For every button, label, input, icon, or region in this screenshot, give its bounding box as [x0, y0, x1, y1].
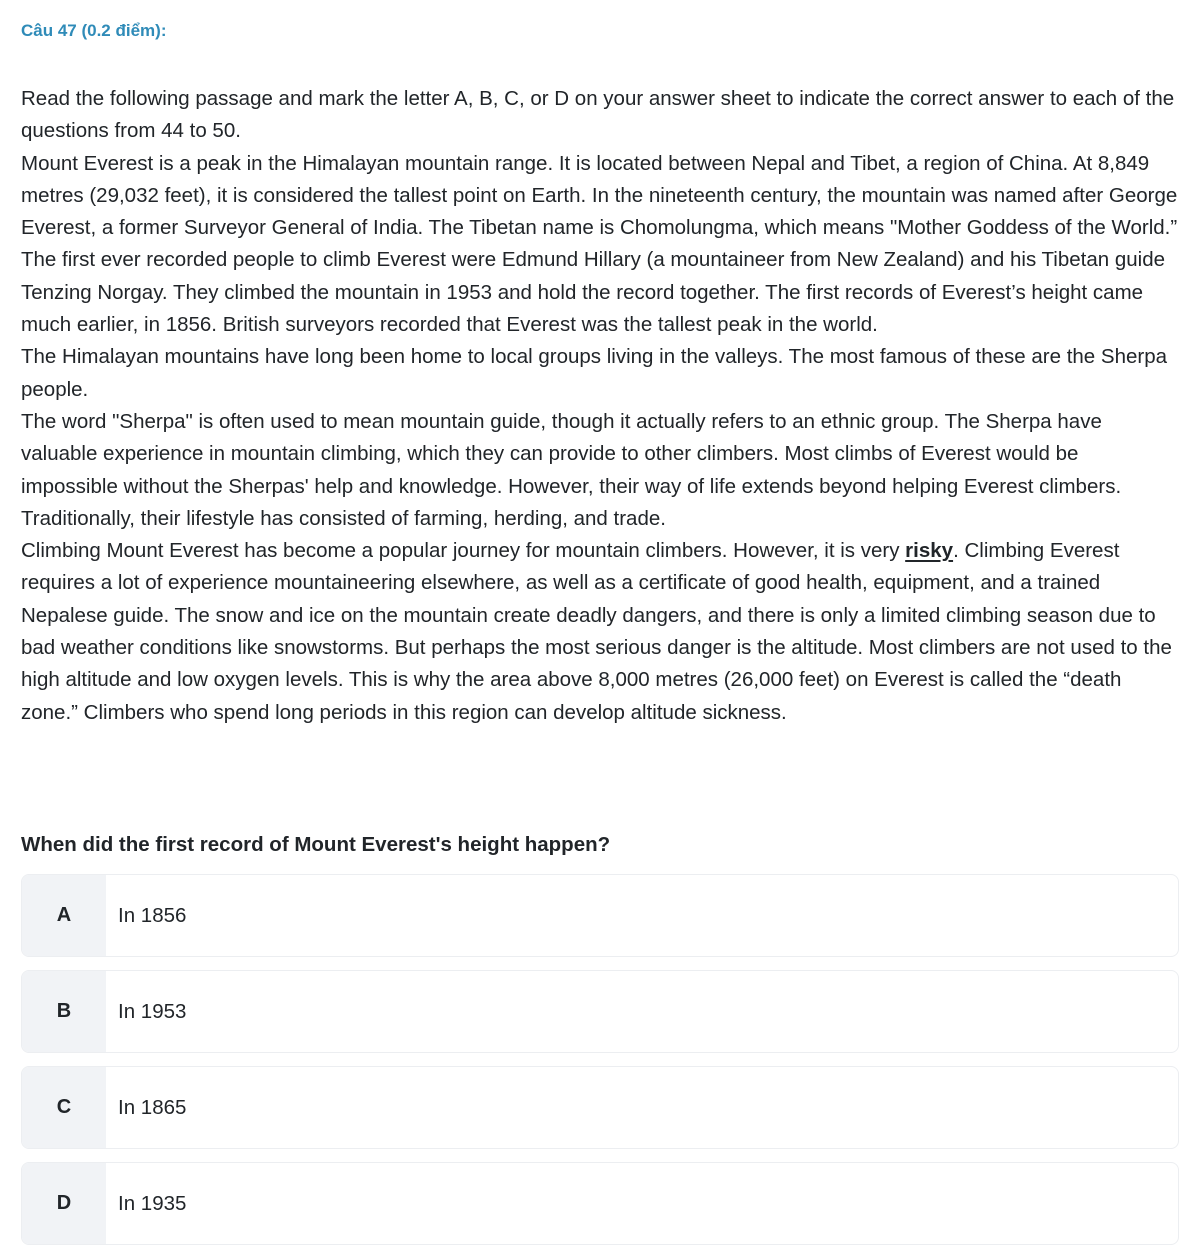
option-letter: A — [22, 875, 106, 956]
highlighted-word: risky — [905, 539, 954, 563]
answer-options — [21, 874, 1179, 1258]
passage-instruction: Read the following passage and mark the letter A, B, C, or D on your answer sheet to indicate the correct answer to each of the questions from 44 to 50. — [21, 87, 1175, 143]
reading-passage — [21, 83, 1179, 729]
passage-paragraph-5-end: . Climbing Everest requires a lot of experience mountaineering elsewhere, as well as a certificate of good health, equipment, and a trained Nepalese guide. The snow and ice on the mountain create deadly dangers, and there is only a limited climbing season due to bad weather conditions like snowstorms. But perhaps the most serious danger is the altitude. Most climbers are not used to the high altitude and low oxygen levels. This is why the area above 8,000 metres (26,000 feet) on Everest is called the “death zone.” Climbers who spend long periods in this region can develop altitude sickness. — [21, 539, 1172, 724]
option-a[interactable] — [21, 874, 1179, 957]
option-c[interactable] — [21, 1066, 1179, 1149]
passage-paragraph-1: Mount Everest is a peak in the Himalayan mountain range. It is located between Nepal and Tibet, a region of China. At 8,849 metres (29,032 feet), it is considered the tallest point on Earth. In the nineteenth century, the mountain was named after George Everest, a former Surveyor General of India. The Tibetan name is Chomolungma, which means "Mother Goddess of the World.” — [21, 151, 1178, 240]
passage-paragraph-4: The word "Sherpa" is often used to mean mountain guide, though it actually refers to an ethnic group. The Sherpa have valuable experience in mountain climbing, which they can provide to other climbers. Most climbs of Everest would be impossible without the Sherpas' help and knowledge. However, their way of life extends beyond helping Everest climbers. Traditionally, their lifestyle has consisted of farming, herding, and trade. — [21, 409, 1122, 530]
passage-paragraph-5 — [21, 535, 1179, 729]
option-text: In 1856 — [118, 903, 187, 927]
question-number-header: Câu 47 (0.2 điểm): — [21, 21, 167, 40]
option-d[interactable] — [21, 1162, 1179, 1245]
option-text: In 1953 — [118, 999, 187, 1023]
question-text: When did the first record of Mount Everest's height happen? — [21, 833, 611, 856]
passage-paragraph-5-start: Climbing Mount Everest has become a popular journey for mountain climbers. However, it is very — [21, 539, 906, 563]
option-text: In 1865 — [118, 1095, 187, 1119]
option-text: In 1935 — [118, 1191, 187, 1215]
passage-paragraph-2: The first ever recorded people to climb Everest were Edmund Hillary (a mountaineer from New Zealand) and his Tibetan guide Tenzing Norgay. They climbed the mountain in 1953 and hold the record together. The first records of Everest’s height came much earlier, in 1856. British surveyors recorded that Everest was the tallest peak in the world. — [21, 248, 1165, 337]
option-b[interactable] — [21, 970, 1179, 1053]
passage-paragraph-3: The Himalayan mountains have long been home to local groups living in the valleys. The most famous of these are the Sherpa people. — [21, 345, 1167, 401]
option-letter: D — [22, 1163, 106, 1244]
option-letter: C — [22, 1067, 106, 1148]
option-letter: B — [22, 971, 106, 1052]
